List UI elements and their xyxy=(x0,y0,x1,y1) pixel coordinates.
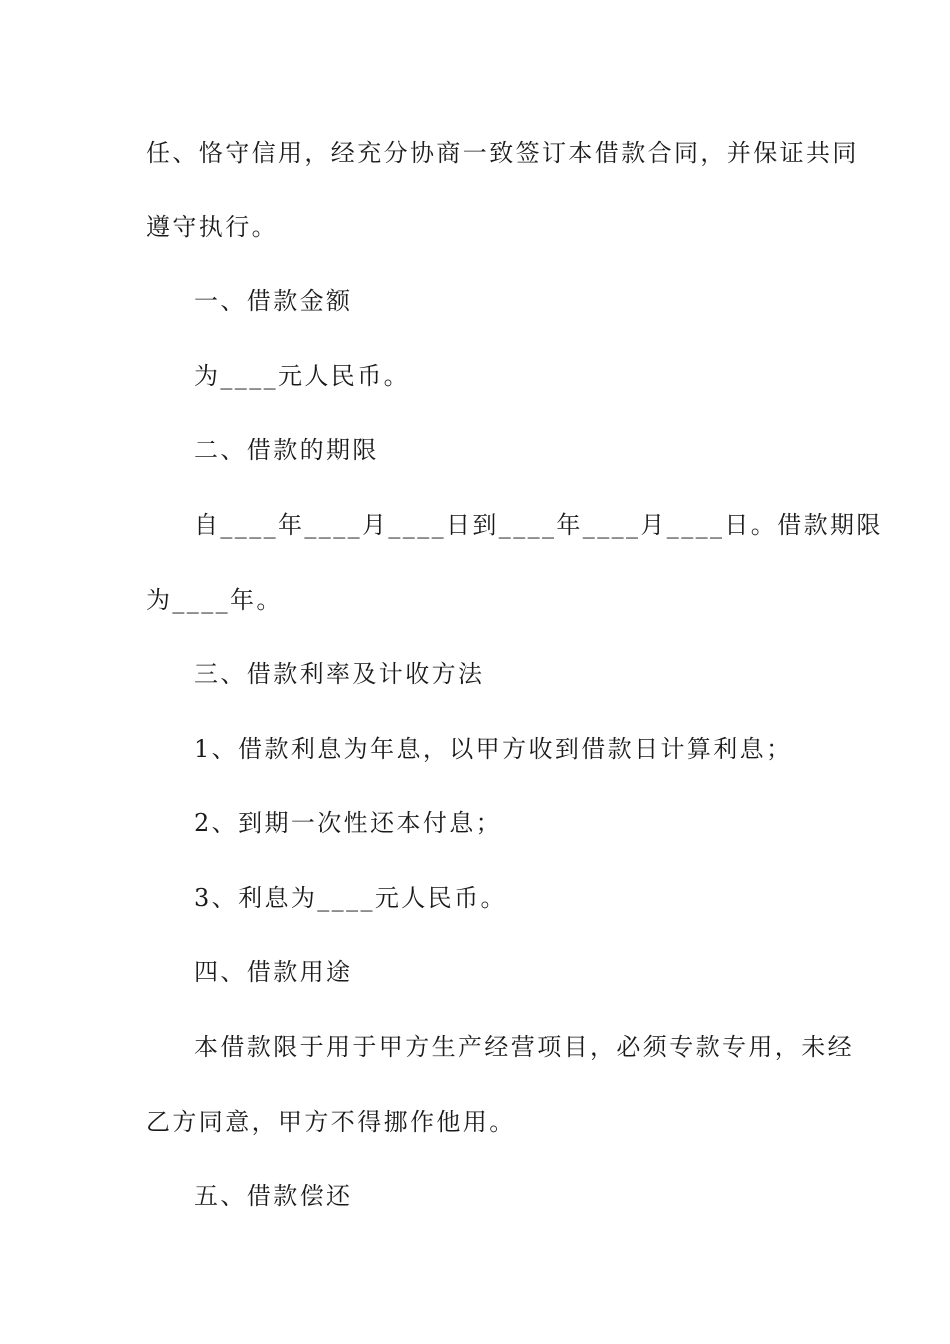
body-text-line: 遵守执行。 xyxy=(146,213,278,241)
list-item: 1、借款利息为年息，以甲方收到借款日计算利息； xyxy=(194,735,793,763)
body-text-line: 自____年____月____日到____年____月____日。借款期限 xyxy=(194,511,883,539)
section-heading-purpose: 四、借款用途 xyxy=(194,958,353,986)
list-item: 3、利息为____元人民币。 xyxy=(194,884,507,912)
body-text-line: 乙方同意，甲方不得挪作他用。 xyxy=(146,1108,516,1136)
body-text-line: 为____元人民币。 xyxy=(194,362,410,390)
section-heading-amount: 一、借款金额 xyxy=(194,287,353,315)
list-item: 2、到期一次性还本付息； xyxy=(194,809,503,837)
section-heading-repayment: 五、借款偿还 xyxy=(194,1182,353,1210)
section-heading-term: 二、借款的期限 xyxy=(194,436,379,464)
body-text-line: 为____年。 xyxy=(146,586,283,614)
section-heading-interest: 三、借款利率及计收方法 xyxy=(194,660,485,688)
body-text-line: 本借款限于用于甲方生产经营项目，必须专款专用，未经 xyxy=(194,1033,854,1061)
body-text-line: 任、恪守信用，经充分协商一致签订本借款合同，并保证共同 xyxy=(146,139,859,167)
